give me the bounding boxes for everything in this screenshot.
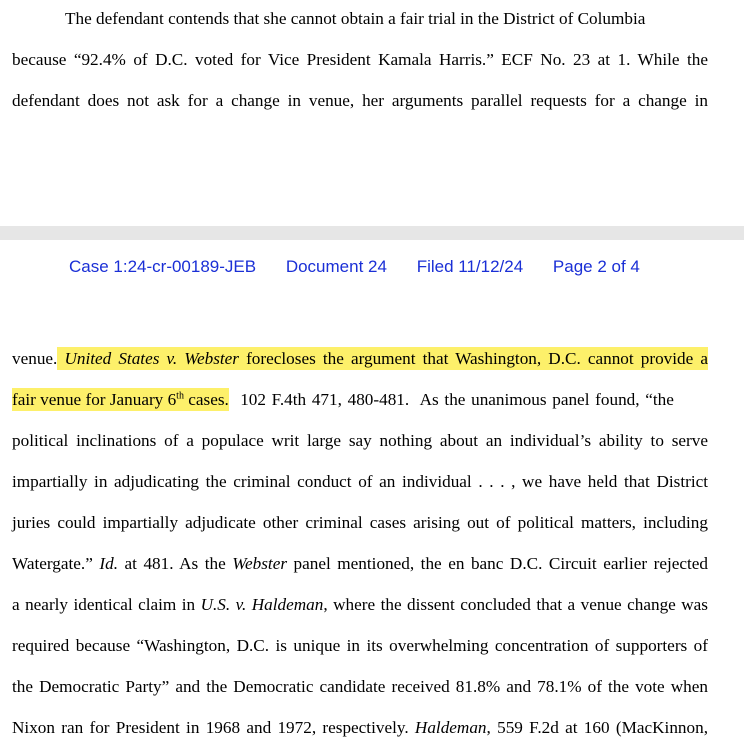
text-line: The defendant contends that she cannot obtain a fair trial in the District of Columbia xyxy=(65,9,646,28)
text-line: political inclinations of a populace writ large say nothing about an individual’s ability to serve xyxy=(12,431,708,450)
text-line: venue. United States v. Webster forecloses the argument that Washington, D.C. cannot provide a xyxy=(12,349,709,368)
text-line: Watergate.” Id. at 481. As the Webster panel mentioned, the en banc D.C. Circuit earlier rejected xyxy=(12,554,708,573)
text-line: impartially in adjudicating the criminal conduct of an individual . . . , we have held that District xyxy=(12,472,708,491)
text-line: juries could impartially adjudicate other criminal cases arising out of political matters, including xyxy=(12,513,708,532)
highlighted-text: United States v. Webster forecloses the argument that Washington, D.C. cannot provide a xyxy=(57,347,708,370)
highlighted-text: fair venue for January 6th cases. xyxy=(12,390,229,409)
text-line: required because “Washington, D.C. is unique in its overwhelming concentration of supporters of xyxy=(12,636,708,655)
case-number: Case 1:24-cr-00189-JEB xyxy=(69,257,257,276)
page-separator xyxy=(0,226,744,240)
filed-date: Filed 11/12/24 xyxy=(416,257,524,276)
text-line: fair venue for January 6th cases. 102 F.4th 471, 480-481. As the unanimous panel found, “the xyxy=(12,390,674,409)
text-line: because “92.4% of D.C. voted for Vice President Kamala Harris.” ECF No. 23 at 1. While the xyxy=(12,50,708,69)
text-line: the Democratic Party” and the Democratic candidate received 81.8% and 78.1% of the vote when xyxy=(12,677,708,696)
page-number: Page 2 of 4 xyxy=(552,257,640,276)
previous-page xyxy=(0,0,744,226)
text-line: defendant does not ask for a change in venue, her arguments parallel requests for a change in xyxy=(12,91,708,110)
court-filing-header xyxy=(69,257,640,277)
document-number: Document 24 xyxy=(285,257,387,276)
text-line: Nixon ran for President in 1968 and 1972, respectively. Haldeman, 559 F.2d at 160 (MacKinnon, xyxy=(12,718,708,737)
text-line: a nearly identical claim in U.S. v. Haldeman, where the dissent concluded that a venue change was xyxy=(12,595,708,614)
